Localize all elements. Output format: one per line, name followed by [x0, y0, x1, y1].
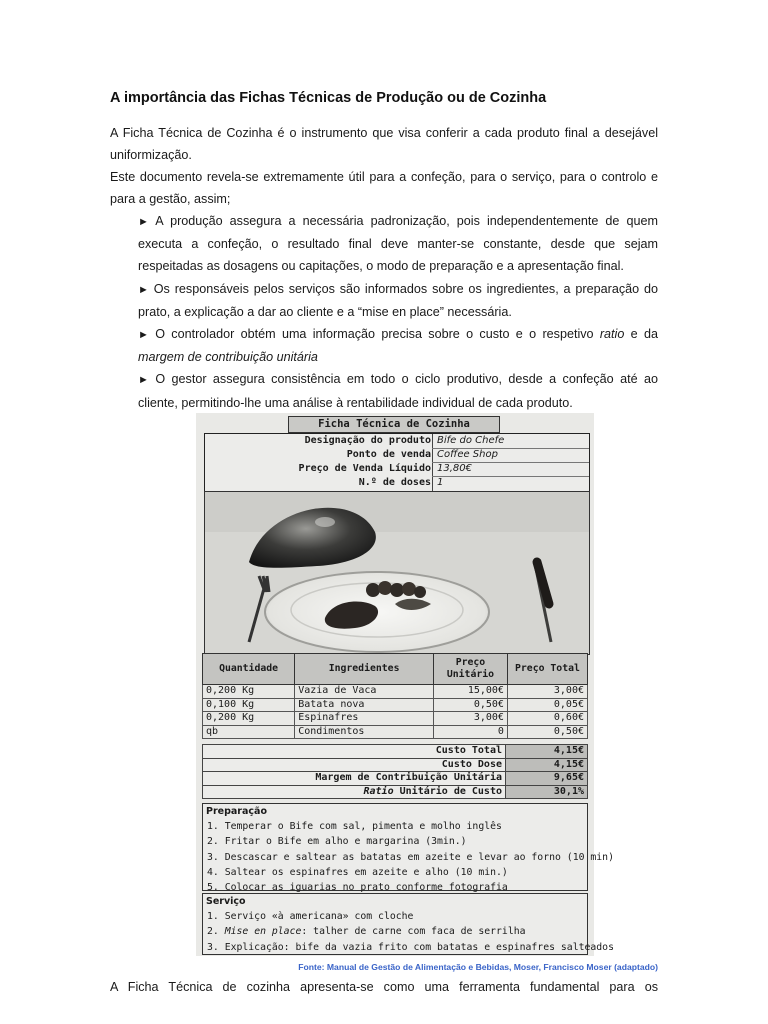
- closing-paragraph: A Ficha Técnica de cozinha apresenta-se como uma ferramenta fundamental para os: [110, 980, 658, 994]
- cell-unit-price: 0: [433, 725, 507, 739]
- service-step-text: : talher de carne com faca de serrilha: [301, 926, 526, 938]
- preparation-step: 5. Colocar as iguarias no prato conforme fotografia: [207, 882, 508, 894]
- totals-value: 9,65€: [506, 772, 588, 786]
- cell-unit-price: 15,00€: [433, 685, 507, 699]
- table-row: [203, 698, 588, 712]
- table-header-row: [203, 654, 588, 685]
- cell-quantity: 0,200 Kg: [203, 685, 295, 699]
- bullet-manager: [138, 368, 658, 413]
- cell-total-price: 0,05€: [507, 698, 587, 712]
- info-row: [205, 462, 589, 476]
- totals-label: Custo Dose: [203, 758, 506, 772]
- cell-quantity: 0,200 Kg: [203, 712, 295, 726]
- technical-sheet-image: [196, 413, 614, 956]
- bullet-text: Os responsáveis pelos serviços são informados sobre os ingredientes, a preparação do prato, a explicação a dar ao cliente e a “mise en place” necessária.: [138, 281, 658, 319]
- totals-value: 4,15€: [506, 758, 588, 772]
- intro-paragraph-2: Este documento revela-se extremamente útil para a confeção, para o serviço, para o controlo e para a gestão, assim;: [110, 170, 658, 207]
- bullet-list: [138, 210, 658, 414]
- table-row: [203, 685, 588, 699]
- info-value: 13,80€: [437, 463, 472, 474]
- dish-photo: [204, 491, 590, 655]
- table-row: [203, 725, 588, 739]
- cell-ingredient: Batata nova: [295, 698, 434, 712]
- col-unit-price: Preço Unitário: [433, 654, 507, 685]
- table-row: [203, 712, 588, 726]
- info-label: N.º de doses: [358, 477, 431, 488]
- plated-dish-illustration: [205, 492, 589, 654]
- col-total-price: Preço Total: [507, 654, 587, 685]
- bullet-text: O controlador obtém uma informação precisa sobre o custo e o respetivo: [155, 327, 594, 342]
- info-value: Bife do Chefe: [437, 435, 505, 446]
- cell-quantity: 0,100 Kg: [203, 698, 295, 712]
- totals-label: Margem de Contribuição Unitária: [203, 772, 506, 786]
- cell-total-price: 0,50€: [507, 725, 587, 739]
- service-step: [207, 924, 587, 939]
- totals-value: 4,15€: [506, 745, 588, 759]
- source-caption: Fonte: Manual de Gestão de Alimentação e Bebidas, Moser, Francisco Moser (adaptado): [298, 962, 658, 972]
- bullet-production: [138, 210, 658, 278]
- preparation-step: 3. Descascar e saltear as batatas em azeite e levar ao forno (10 min): [207, 851, 614, 863]
- info-row: [205, 448, 589, 462]
- preparation-step: 1. Temperar o Bife com sal, pimenta e molho inglês: [207, 821, 502, 833]
- margin-term: margem de contribuição unitária: [138, 350, 318, 365]
- preparation-step: 2. Fritar o Bife em alho e margarina (3min.): [207, 836, 467, 848]
- mise-en-place-term: Mise en place: [224, 926, 302, 938]
- cell-quantity: qb: [203, 725, 295, 739]
- info-label: Preço de Venda Líquido: [298, 463, 431, 474]
- bullet-text: e da: [630, 327, 658, 342]
- arrow-icon: ►: [138, 216, 149, 228]
- cell-total-price: 0,60€: [507, 712, 587, 726]
- cell-unit-price: 0,50€: [433, 698, 507, 712]
- service-step-number: 2.: [207, 926, 219, 938]
- totals-row: [203, 758, 588, 772]
- cell-ingredient: Condimentos: [295, 725, 434, 739]
- info-row: [205, 434, 589, 448]
- arrow-icon: ►: [138, 329, 149, 342]
- service-box: [202, 893, 614, 955]
- page-heading: A importância das Fichas Técnicas de Produção ou de Cozinha: [110, 90, 547, 106]
- service-step: 1. Serviço «à americana» com cloche: [207, 911, 414, 923]
- service-title: Serviço: [206, 896, 246, 907]
- bullet-controller: [138, 323, 658, 368]
- cell-total-price: 3,00€: [507, 685, 587, 699]
- info-row: [205, 476, 589, 490]
- ratio-term: ratio: [599, 327, 625, 342]
- info-value: Coffee Shop: [437, 449, 498, 460]
- bullet-text: A produção assegura a necessária padronização, pois independentemente de quem executa a confeção, o resultado final deve manter-se constante, desde que sejam respeitadas as dosagens ou capitações, o modo de preparação e a apresentação final.: [138, 214, 658, 274]
- totals-row: [203, 772, 588, 786]
- arrow-icon: ►: [138, 374, 149, 387]
- ingredients-table: [202, 653, 588, 739]
- cost-totals-table: [202, 744, 588, 799]
- preparation-title: Preparação: [206, 806, 267, 817]
- totals-label: Custo Total: [203, 745, 506, 759]
- cell-ingredient: Vazia de Vaca: [295, 685, 434, 699]
- info-value: 1: [437, 477, 444, 488]
- ratio-label: Ratio: [363, 785, 394, 797]
- bullet-service: [138, 278, 658, 323]
- sheet-title: Ficha Técnica de Cozinha: [288, 416, 500, 433]
- totals-row: [203, 745, 588, 759]
- cell-unit-price: 3,00€: [433, 712, 507, 726]
- preparation-step: 4. Saltear os espinafres em azeite e alho (10 min.): [207, 866, 508, 878]
- ratio-label-rest: Unitário de Custo: [399, 785, 502, 797]
- bullet-text: O gestor assegura consistência em todo o ciclo produtivo, desde a confeção até ao cliente, permitindo-lhe uma análise à rentabilidade individual de cada produto.: [138, 372, 659, 410]
- preparation-box: [202, 803, 614, 894]
- intro-paragraph-1: A Ficha Técnica de Cozinha é o instrumento que visa conferir a cada produto final a desejável uniformização.: [110, 126, 658, 163]
- arrow-icon: ►: [138, 283, 149, 296]
- col-quantity: Quantidade: [203, 654, 295, 685]
- totals-value: 30,1%: [506, 785, 588, 799]
- totals-label: [203, 785, 506, 799]
- info-label: Designação do produto: [304, 435, 431, 446]
- cell-ingredient: Espinafres: [295, 712, 434, 726]
- col-ingredients: Ingredientes: [295, 654, 434, 685]
- totals-row: [203, 785, 588, 799]
- service-step: 3. Explicação: bife da vazia frito com batatas e espinafres salteados: [207, 941, 614, 953]
- info-label: Ponto de venda: [346, 449, 431, 460]
